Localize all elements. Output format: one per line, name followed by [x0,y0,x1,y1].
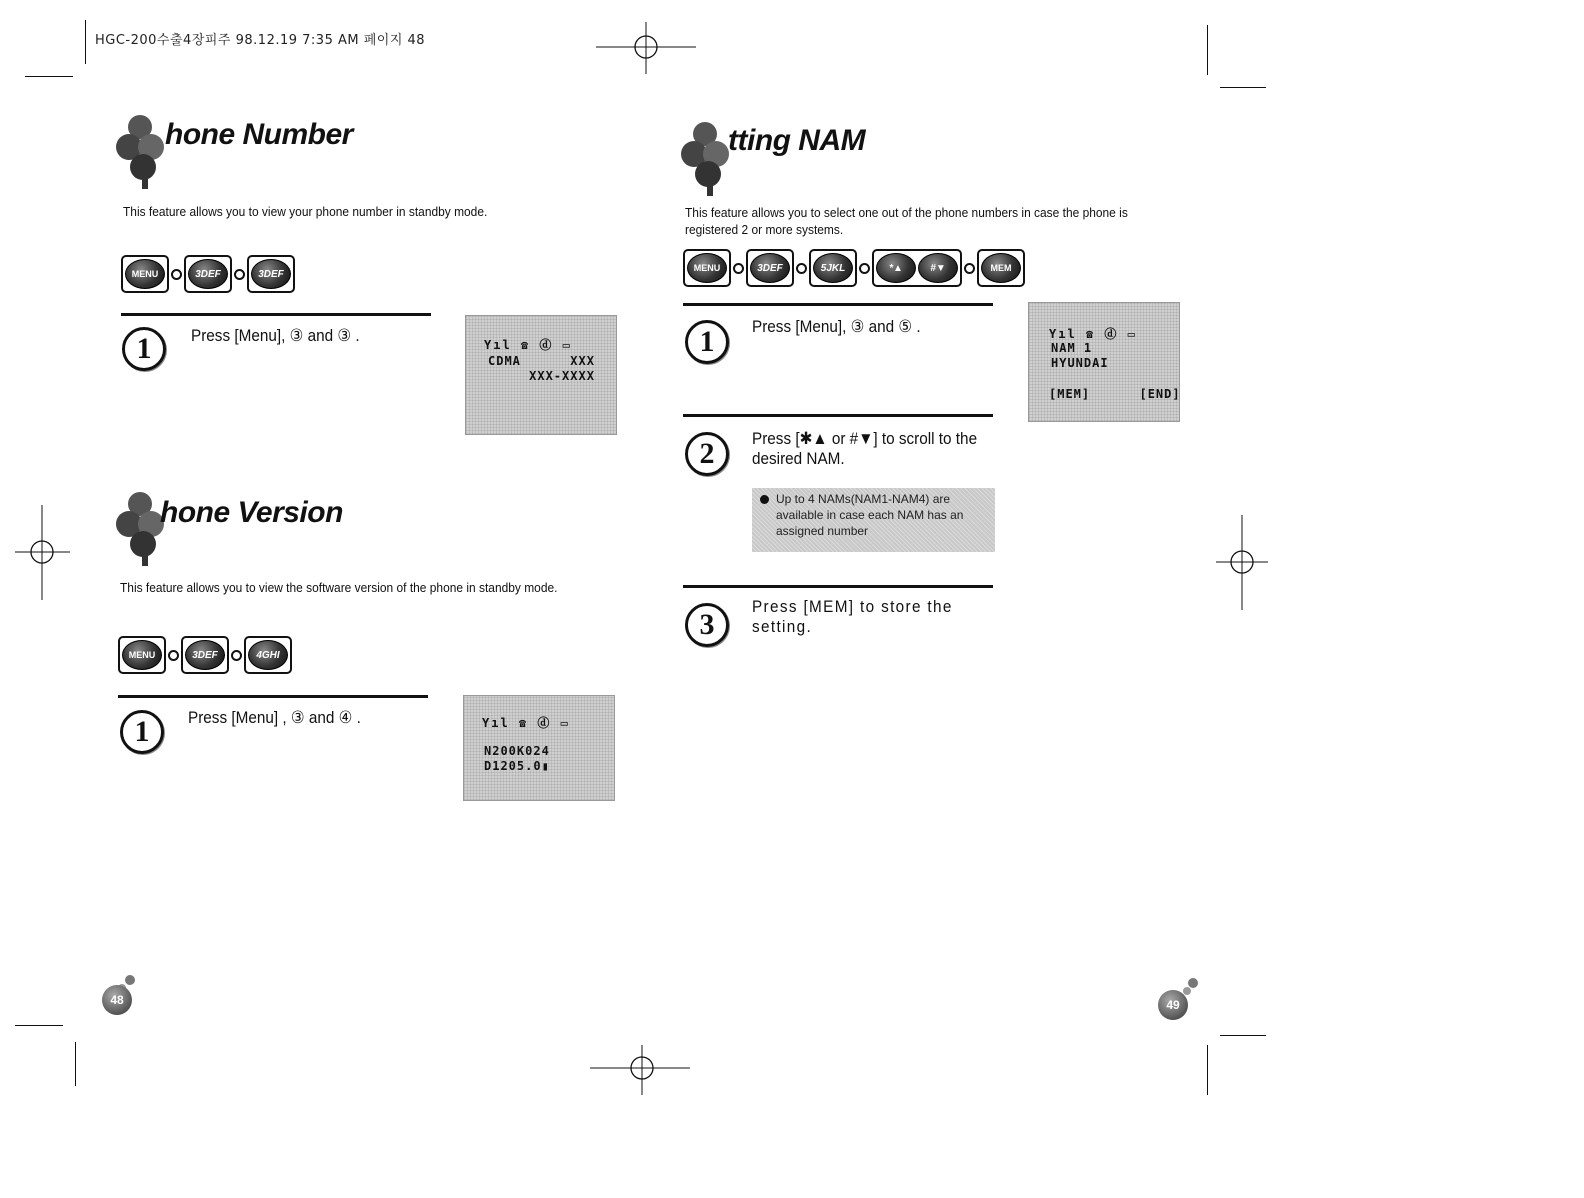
divider-rule [683,414,993,417]
key-sequence [121,255,295,293]
key-3: 3DEF [188,259,228,289]
crop-mark [1220,1035,1266,1036]
arrow-icon [234,269,245,280]
pound-down-key: #▼ [918,253,958,283]
arrow-icon [231,650,242,661]
step-number: 1 [122,327,166,371]
page-number: 49 [1158,990,1188,1020]
crop-mark [1207,25,1208,75]
key-5: 5JKL [813,253,853,283]
step-number: 1 [120,710,164,754]
step-text: Press [Menu], ③ and ③ . [191,326,360,345]
step-text: Press [Menu], ③ and ⑤ . [752,317,921,336]
key-4-box[interactable] [244,636,292,674]
bullet-icon [760,495,769,504]
key-3-box[interactable] [746,249,794,287]
lcd-line: CDMA XXX [488,354,595,368]
arrow-icon [168,650,179,661]
arrow-icon [859,263,870,274]
step-number: 3 [685,603,729,647]
step-number: 1 [685,320,729,364]
arrow-icon [964,263,975,274]
mem-key: MEM [981,253,1021,283]
registration-mark-right [1216,515,1268,610]
lcd-status-icons: Yıl ☎ ⓓ ▭ [1049,327,1137,341]
lcd-line: HYUNDAI [1051,356,1109,370]
key-3-box[interactable] [181,636,229,674]
crop-mark [1207,1045,1208,1095]
registration-mark-left [15,505,70,600]
lcd-status-icons: Yıl ☎ ⓓ ▭ [482,716,570,730]
section-description: This feature allows you to view the software version of the phone in standby mode. [120,580,558,595]
lcd-line: D1205.0▮ [484,759,550,773]
menu-key-box[interactable] [118,636,166,674]
scroll-keys-box[interactable] [872,249,962,287]
key-3: 3DEF [251,259,291,289]
key-3-box[interactable] [247,255,295,293]
key-3: 3DEF [750,253,790,283]
crop-mark [85,20,86,64]
menu-key-box[interactable] [683,249,731,287]
star-up-key: *▲ [876,253,916,283]
step-text: Press [✱▲ or #▼] to scroll to the desired NAM. [752,429,978,468]
key-3: 3DEF [185,640,225,670]
page-number: 48 [102,985,132,1015]
divider-rule [121,313,431,316]
section-title-setting-nam: tting NAM [728,124,866,157]
crop-mark [15,1025,63,1026]
divider-rule [683,303,993,306]
lcd-screen [1028,302,1180,422]
menu-key: MENU [122,640,162,670]
section-description: This feature allows you to view your phone number in standby mode. [123,204,488,219]
crop-mark [25,76,73,77]
menu-key-box[interactable] [121,255,169,293]
mem-key-box[interactable] [977,249,1025,287]
key-sequence [118,636,292,674]
arrow-icon [733,263,744,274]
section-description: This feature allows you to select one out of the phone numbers in case the phone is registered 2 or more systems. [685,205,1128,237]
lcd-line: NAM 1 [1051,341,1093,355]
step-number: 2 [685,432,729,476]
menu-key: MENU [687,253,727,283]
key-5-box[interactable] [809,249,857,287]
lcd-status-icons: Yıl ☎ ⓓ ▭ [484,338,572,352]
section-title-phone-version: hone Version [160,496,343,529]
menu-key: MENU [125,259,165,289]
step-text: Press [Menu] , ③ and ④ . [188,708,361,727]
registration-mark-bottom [590,1045,690,1095]
divider-rule [683,585,993,588]
crop-mark [1220,87,1266,88]
lcd-softkeys: [MEM] [END] [1049,387,1181,401]
info-note [752,488,995,552]
arrow-icon [796,263,807,274]
key-3-box[interactable] [184,255,232,293]
note-text: Up to 4 NAMs(NAM1-NAM4) are available in case each NAM has an assigned number [776,492,964,538]
print-header: HGC-200수출4장피주 98.12.19 7:35 AM 페이지 48 [95,33,426,48]
key-4: 4GHI [248,640,288,670]
lcd-line: XXX-XXXX [488,369,595,383]
lcd-line: N200K024 [484,744,550,758]
lcd-screen [463,695,615,801]
arrow-icon [171,269,182,280]
crop-mark [75,1042,76,1086]
step-text: Press [MEM] to store the setting. [752,597,953,636]
key-sequence [683,249,1025,287]
section-title-phone-number: hone Number [165,118,353,151]
registration-mark-top [596,22,696,74]
divider-rule [118,695,428,698]
lcd-screen [465,315,617,435]
